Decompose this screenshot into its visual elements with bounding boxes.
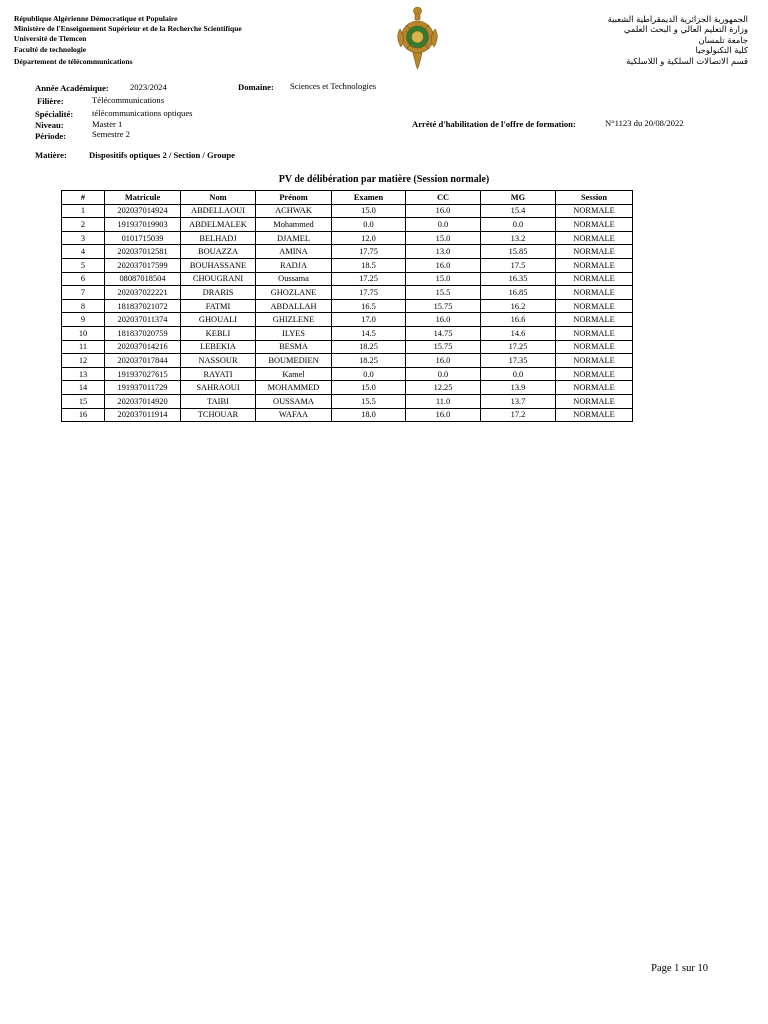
header-line: الجمهورية الجزائرية الديمقراطية الشعبية	[607, 14, 748, 24]
table-cell: 11	[62, 340, 105, 354]
table-cell: NORMALE	[556, 408, 633, 422]
table-row	[62, 204, 633, 218]
table-cell: 6	[62, 272, 105, 286]
table-cell: NORMALE	[556, 340, 633, 354]
table-cell: 8	[62, 299, 105, 313]
table-cell: 17.35	[481, 354, 556, 368]
table-cell: SAHRAOUI	[181, 381, 256, 395]
table-cell: 9	[62, 313, 105, 327]
table-cell: NORMALE	[556, 231, 633, 245]
table-cell: 15.0	[332, 204, 406, 218]
table-cell: OUSSAMA	[256, 394, 332, 408]
table-cell: 3	[62, 231, 105, 245]
table-row	[62, 340, 633, 354]
arrete-label: Arrêté d'habilitation de l'offre de formation:	[412, 119, 576, 129]
header-line: قسم الاتصالات السلكية و اللاسلكية	[626, 55, 748, 66]
periode-value: Semestre 2	[92, 129, 130, 139]
table-header-row	[62, 191, 633, 205]
table-cell: NORMALE	[556, 204, 633, 218]
table-cell: 0101715039	[105, 231, 181, 245]
table-cell: 15.75	[406, 299, 481, 313]
header-line: وزارة التعليم العالي و البحث العلمي	[623, 24, 748, 35]
table-cell: WAFAA	[256, 408, 332, 422]
table-cell: CHOUGRANI	[181, 272, 256, 286]
table-cell: DRARIS	[181, 286, 256, 300]
column-header: #	[62, 191, 105, 205]
table-cell: Oussama	[256, 272, 332, 286]
arrete-value: N°1123 du 20/08/2022	[605, 118, 684, 128]
header-line: كلية التكنولوجيا	[695, 45, 748, 56]
table-cell: 5	[62, 258, 105, 272]
table-cell: 13	[62, 367, 105, 381]
university-emblem-icon	[395, 5, 440, 71]
table-cell: 14.5	[332, 326, 406, 340]
document-title: PV de délibération par matière (Session normale)	[278, 174, 490, 185]
annee-value: 2023/2024	[130, 82, 167, 92]
table-cell: 15.0	[406, 272, 481, 286]
table-cell: BELHADJ	[181, 231, 256, 245]
table-cell: NORMALE	[556, 367, 633, 381]
table-cell: 0.0	[332, 218, 406, 232]
table-cell: 13.7	[481, 394, 556, 408]
table-cell: NORMALE	[556, 272, 633, 286]
table-cell: GHOZLANE	[256, 286, 332, 300]
table-cell: 191937027615	[105, 367, 181, 381]
table-cell: NORMALE	[556, 381, 633, 395]
table-cell: GHIZLENE	[256, 313, 332, 327]
column-header: Prénom	[256, 191, 332, 205]
table-cell: ACHWAK	[256, 204, 332, 218]
table-cell: 202037014920	[105, 394, 181, 408]
domaine-label: Domaine:	[238, 82, 274, 92]
table-cell: 14.75	[406, 326, 481, 340]
table-row	[62, 231, 633, 245]
page-number: Page 1 sur 10	[651, 963, 708, 974]
table-row	[62, 299, 633, 313]
table-cell: 4	[62, 245, 105, 259]
matiere-value: Dispositifs optiques 2 / Section / Groupe	[89, 150, 235, 160]
table-row	[62, 394, 633, 408]
table-cell: 14.6	[481, 326, 556, 340]
header-institution-ar	[608, 14, 748, 66]
table-cell: 181837020759	[105, 326, 181, 340]
table-cell: TCHOUAR	[181, 408, 256, 422]
table-cell: 7	[62, 286, 105, 300]
table-cell: NORMALE	[556, 394, 633, 408]
table-cell: 12.25	[406, 381, 481, 395]
specialite-value: télécommunications optiques	[92, 108, 193, 118]
column-header: MG	[481, 191, 556, 205]
table-cell: 12	[62, 354, 105, 368]
table-row	[62, 313, 633, 327]
table-cell: ILYES	[256, 326, 332, 340]
table-cell: 16.35	[481, 272, 556, 286]
table-cell: RADJA	[256, 258, 332, 272]
column-header: Nom	[181, 191, 256, 205]
table-row	[62, 367, 633, 381]
table-cell: 181837021072	[105, 299, 181, 313]
table-cell: NORMALE	[556, 313, 633, 327]
table-cell: 17.75	[332, 245, 406, 259]
table-row	[62, 218, 633, 232]
table-cell: 10	[62, 326, 105, 340]
table-cell: 13.9	[481, 381, 556, 395]
table-cell: 202037011374	[105, 313, 181, 327]
table-cell: 16.5	[332, 299, 406, 313]
table-cell: 15.0	[406, 231, 481, 245]
table-cell: 15.5	[332, 394, 406, 408]
table-cell: 15.85	[481, 245, 556, 259]
table-cell: 15.4	[481, 204, 556, 218]
table-cell: AMINA	[256, 245, 332, 259]
table-cell: 17.75	[332, 286, 406, 300]
table-cell: NORMALE	[556, 354, 633, 368]
table-row	[62, 326, 633, 340]
table-cell: 16.6	[481, 313, 556, 327]
table-cell: NORMALE	[556, 286, 633, 300]
table-cell: BESMA	[256, 340, 332, 354]
table-cell: NORMALE	[556, 299, 633, 313]
header-institution-fr	[14, 14, 242, 67]
matiere-label: Matière:	[35, 150, 67, 160]
table-cell: 17.2	[481, 408, 556, 422]
table-cell: 18.25	[332, 340, 406, 354]
table-row	[62, 272, 633, 286]
table-cell: KEBLI	[181, 326, 256, 340]
table-cell: 16.0	[406, 313, 481, 327]
table-cell: 191937019903	[105, 218, 181, 232]
table-cell: 15.5	[406, 286, 481, 300]
table-cell: LEBEKIA	[181, 340, 256, 354]
table-cell: 18.25	[332, 354, 406, 368]
table-cell: 16.2	[481, 299, 556, 313]
table-cell: ABDELMALEK	[181, 218, 256, 232]
table-cell: NORMALE	[556, 218, 633, 232]
table-cell: 0.0	[481, 218, 556, 232]
table-cell: NORMALE	[556, 258, 633, 272]
table-cell: 0.0	[332, 367, 406, 381]
table-row	[62, 408, 633, 422]
filiere-value: Télécommunications	[92, 95, 165, 105]
table-cell: 13.0	[406, 245, 481, 259]
header-line: Faculté de technologie	[14, 44, 87, 54]
table-cell: Mohammed	[256, 218, 332, 232]
table-cell: 1	[62, 204, 105, 218]
header-line: Ministère de l'Enseignement Supérieur et de la Recherche Scientifique	[14, 24, 242, 34]
table-cell: 12.0	[332, 231, 406, 245]
table-cell: 0.0	[406, 218, 481, 232]
column-header: Matricule	[105, 191, 181, 205]
table-cell: 202037017599	[105, 258, 181, 272]
header-line: جامعة تلمسان	[698, 34, 748, 45]
table-cell: 17.25	[332, 272, 406, 286]
table-cell: FATMI	[181, 299, 256, 313]
table-cell: 202037014216	[105, 340, 181, 354]
table-cell: 17.0	[332, 313, 406, 327]
table-cell: 13.2	[481, 231, 556, 245]
table-cell: BOUAZZA	[181, 245, 256, 259]
table-cell: NORMALE	[556, 326, 633, 340]
table-cell: MOHAMMED	[256, 381, 332, 395]
table-row	[62, 245, 633, 259]
table-cell: BOUMEDIEN	[256, 354, 332, 368]
table-cell: ABDELLAOUI	[181, 204, 256, 218]
table-cell: 0.0	[481, 367, 556, 381]
niveau-label: Niveau:	[35, 120, 64, 130]
table-cell: NASSOUR	[181, 354, 256, 368]
periode-label: Période:	[35, 131, 67, 141]
table-cell: 18.5	[332, 258, 406, 272]
table-cell: 15.75	[406, 340, 481, 354]
column-header: Examen	[332, 191, 406, 205]
table-cell: 15.0	[332, 381, 406, 395]
table-cell: 202037014924	[105, 204, 181, 218]
header-line: Département de télécommunications	[14, 56, 133, 66]
column-header: CC	[406, 191, 481, 205]
table-cell: 202037017844	[105, 354, 181, 368]
table-cell: 16.0	[406, 354, 481, 368]
table-cell: 191937011729	[105, 381, 181, 395]
table-cell: ABDALLAH	[256, 299, 332, 313]
column-header: Session	[556, 191, 633, 205]
specialite-label: Spécialité:	[35, 109, 74, 119]
filiere-label: Filière:	[37, 96, 64, 106]
table-cell: DJAMEL	[256, 231, 332, 245]
table-row	[62, 381, 633, 395]
table-cell: 16.85	[481, 286, 556, 300]
table-cell: Kamel	[256, 367, 332, 381]
table-row	[62, 286, 633, 300]
table-cell: 16.0	[406, 408, 481, 422]
table-cell: 17.5	[481, 258, 556, 272]
table-cell: BOUHASSANE	[181, 258, 256, 272]
table-cell: 16.0	[406, 258, 481, 272]
table-row	[62, 354, 633, 368]
table-cell: 08087018504	[105, 272, 181, 286]
table-body	[62, 204, 633, 422]
deliberation-table	[61, 190, 633, 422]
header-line: Université de Tlemcen	[14, 34, 87, 44]
domaine-value: Sciences et Technologies	[290, 81, 377, 91]
table-cell: 0.0	[406, 367, 481, 381]
table-cell: 15	[62, 394, 105, 408]
table-cell: 202037011914	[105, 408, 181, 422]
table-cell: 14	[62, 381, 105, 395]
table-cell: GHOUALI	[181, 313, 256, 327]
annee-label: Année Académique:	[35, 83, 109, 93]
table-cell: 11.0	[406, 394, 481, 408]
niveau-value: Master 1	[92, 119, 123, 129]
table-cell: 16	[62, 408, 105, 422]
table-cell: RAYATI	[181, 367, 256, 381]
table-cell: 202037012581	[105, 245, 181, 259]
table-cell: NORMALE	[556, 245, 633, 259]
table-cell: 16.0	[406, 204, 481, 218]
table-cell: 202037022221	[105, 286, 181, 300]
table-cell: 17.25	[481, 340, 556, 354]
table-cell: 2	[62, 218, 105, 232]
table-row	[62, 258, 633, 272]
header-line: République Algérienne Démocratique et Populaire	[14, 14, 178, 23]
table-cell: 18.0	[332, 408, 406, 422]
table-cell: TAIBI	[181, 394, 256, 408]
